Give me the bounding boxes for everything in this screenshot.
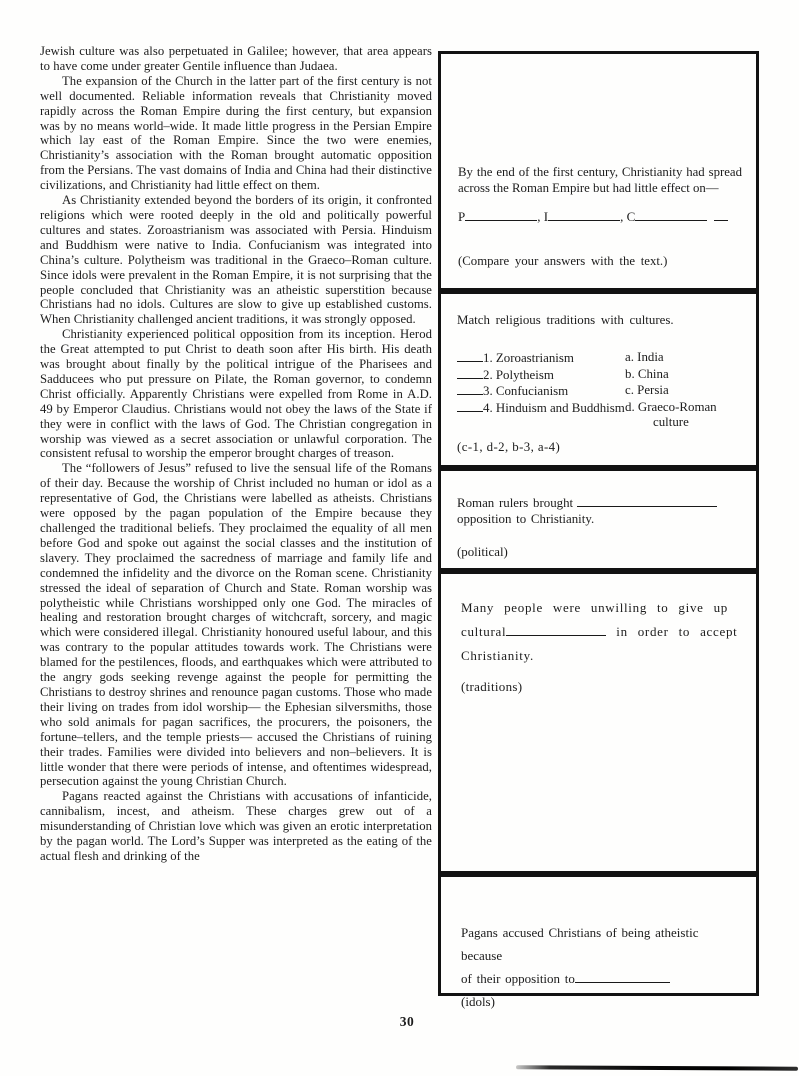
exercise-prompt: Match religious traditions with cultures. xyxy=(457,313,674,327)
blank-label: P xyxy=(458,209,466,225)
exercise-box-fill-in xyxy=(438,571,759,874)
exercise-text: in order to accept xyxy=(616,624,738,639)
exercise-line: Pagans accused Christians of being atheistic because xyxy=(461,925,699,963)
match-exercise xyxy=(457,350,744,431)
answer-key: (traditions) xyxy=(461,679,523,694)
answer-key: (idols) xyxy=(461,994,495,1009)
exercise-line: Christianity. xyxy=(461,648,534,663)
exercise-line: opposition to Christianity. xyxy=(457,512,595,526)
match-item-label: 3. Confucianism xyxy=(483,384,569,399)
blank-line xyxy=(457,383,483,395)
exercise-line xyxy=(461,620,742,644)
paragraph: Jewish culture was also perpetuated in Galilee; however, that area appears to have come under greater Gentile influence than Judaea. xyxy=(40,44,432,73)
match-option: a. India xyxy=(625,350,664,364)
exercise-line: Many people were unwilling to give up xyxy=(461,600,728,615)
match-item-label: 2. Polytheism xyxy=(483,367,554,382)
answer-key: (c-1, d-2, b-3, a-4) xyxy=(457,439,561,454)
scan-artifact-streak xyxy=(516,1065,798,1070)
blank-line xyxy=(506,624,606,636)
separator: , xyxy=(620,209,624,225)
exercise-box-column xyxy=(438,51,759,1009)
match-option: c. Persia xyxy=(625,383,669,398)
paragraph: Pagans reacted against the Christians with accusations of infanticide, cannibalism, incest, and atheism. These charges grew out of a misunderstanding of Christian love which was given an erotic interpretation by the pagan world. The Lord’s Supper was interpreted as the eating of the actual flesh and drinking of the xyxy=(40,789,432,863)
blank-line xyxy=(714,209,728,221)
exercise-box-fill-in xyxy=(438,468,759,571)
match-item xyxy=(457,400,625,431)
exercise-text: of their opposition to xyxy=(461,971,575,986)
blank-label: I xyxy=(543,209,549,225)
match-option: b. China xyxy=(625,366,669,381)
exercise-box-matching xyxy=(438,291,759,468)
exercise-box-fill-in xyxy=(438,874,759,1009)
exercise-box-summary xyxy=(438,51,759,291)
page-number: 30 xyxy=(399,1014,415,1029)
exercise-text: cultural xyxy=(461,624,507,639)
answer-key: (political) xyxy=(457,545,508,559)
match-item-label: 1. Zoroastrianism xyxy=(483,350,574,365)
paragraph: The “followers of Jesus” refused to live the sensual life of the Romans of their day. Because the worship of Christ included no human or idol as a representative of God, the Christians were labelled as atheists. Christians were opposed by the pagan population of the Empire because they challenged the traditional beliefs. They proclaimed the equality of all men before God and spoke out against the social classes and the institution of slavery. They proclaimed the sacredness of marriage and family life and condemned the infidelity and the divorce on the Roman scene. Christianity stressed the ideal of separation of Church and State. Roman worship was polytheistic while Christians worshipped only one God. The miracles of healing and restoration brought charges of witchcraft, sorcery, and magic which were considered illegal. Christianity honoured useful labour, and this was contrary to the popular attitudes towards work. The Christians were blamed for the pestilences, floods, and earthquakes which were attributed to the angry gods seeking revenge against the people for permitting the Christians to destroy shrines and renounce pagan customs. Those who made their living on trades from idol worship— the Ephesian silversmiths, those who sold animals for pagan sacrifices, the procurers, the poisoners, the fortune–tellers, and the temple priests— accused the Christians of ruining their trades. Families were divided into believers and non–believers. It is little wonder that there were periods of intense, and oftentimes widespread, persecution against the young Christian Church. xyxy=(40,461,432,789)
paragraph: The expansion of the Church in the latter part of the first century is not well documented. Reliable information reveals that Christianity moved rapidly across the Roman Empire during the first century, but expansion was by no means world–wide. It made little progress in the Persian Empire which lay east of the Roman Empire. Since the two were enemies, Christianity’s association with the Roman brought automatic opposition from the Persians. The vast domains of India and China had their distinctive civilizations, and Christianity had little effect on them. xyxy=(40,73,432,193)
match-item xyxy=(457,383,625,400)
paragraph: Christianity experienced political opposition from its inception. Herod the Great attempted to put Christ to death soon after His birth. His death was brought about finally by the political intrigue of the Pharisees and Sadducees who put pressure on Pilate, the Roman governor, to condemn Christ officially. Apparently Christians were expelled from Rome in A.D. 49 by Emperor Claudius. Christians would not obey the laws of the State if they were in conflict with the laws of God. The Christian congregation in worship was viewed as a secret association or unlawful corporation. The consistent refusal to worship the emperor brought charges of treason. xyxy=(40,327,432,461)
match-item-label: 4. Hinduism and Buddhism xyxy=(483,400,625,415)
exercise-line xyxy=(461,967,744,990)
match-item xyxy=(457,367,625,384)
blank-line xyxy=(457,400,483,412)
match-option: d. Graeco-Roman culture xyxy=(625,399,717,430)
blank-line xyxy=(577,495,717,507)
exercise-prompt: By the end of the first century, Christianity had spread across the Roman Empire but had little effect on— xyxy=(458,165,742,195)
blank-line xyxy=(465,209,537,221)
blank-label: C xyxy=(626,209,636,225)
blank-line xyxy=(635,209,707,221)
match-item xyxy=(457,350,625,367)
exercise-note: (Compare your answers with the text.) xyxy=(458,254,668,269)
exercise-line xyxy=(457,495,744,511)
body-text-column xyxy=(40,44,432,864)
exercise-text: Roman rulers brought xyxy=(457,496,574,510)
blank-line xyxy=(457,350,483,362)
blank-line xyxy=(548,209,620,221)
paragraph: As Christianity extended beyond the borders of its origin, it confronted religions which were rooted deeply in the old and politically powerful cultures and states. Zoroastrianism was associated with Persia. Hinduism and Buddhism were native to India. Confucianism was integrated into China’s culture. Polytheism was traditional in the Graeco–Roman culture. Since idols were prevalent in the Roman Empire, it is not surprising that the people concluded that Christianity was an atheistic superstition because Christians had no idols. Cultures are slow to give up established customs. When Christianity challenged ancient traditions, it was strongly opposed. xyxy=(40,193,432,327)
blank-line xyxy=(457,367,483,379)
fill-in-blank-row xyxy=(458,209,742,225)
separator: , xyxy=(537,209,541,225)
blank-line xyxy=(575,971,670,983)
